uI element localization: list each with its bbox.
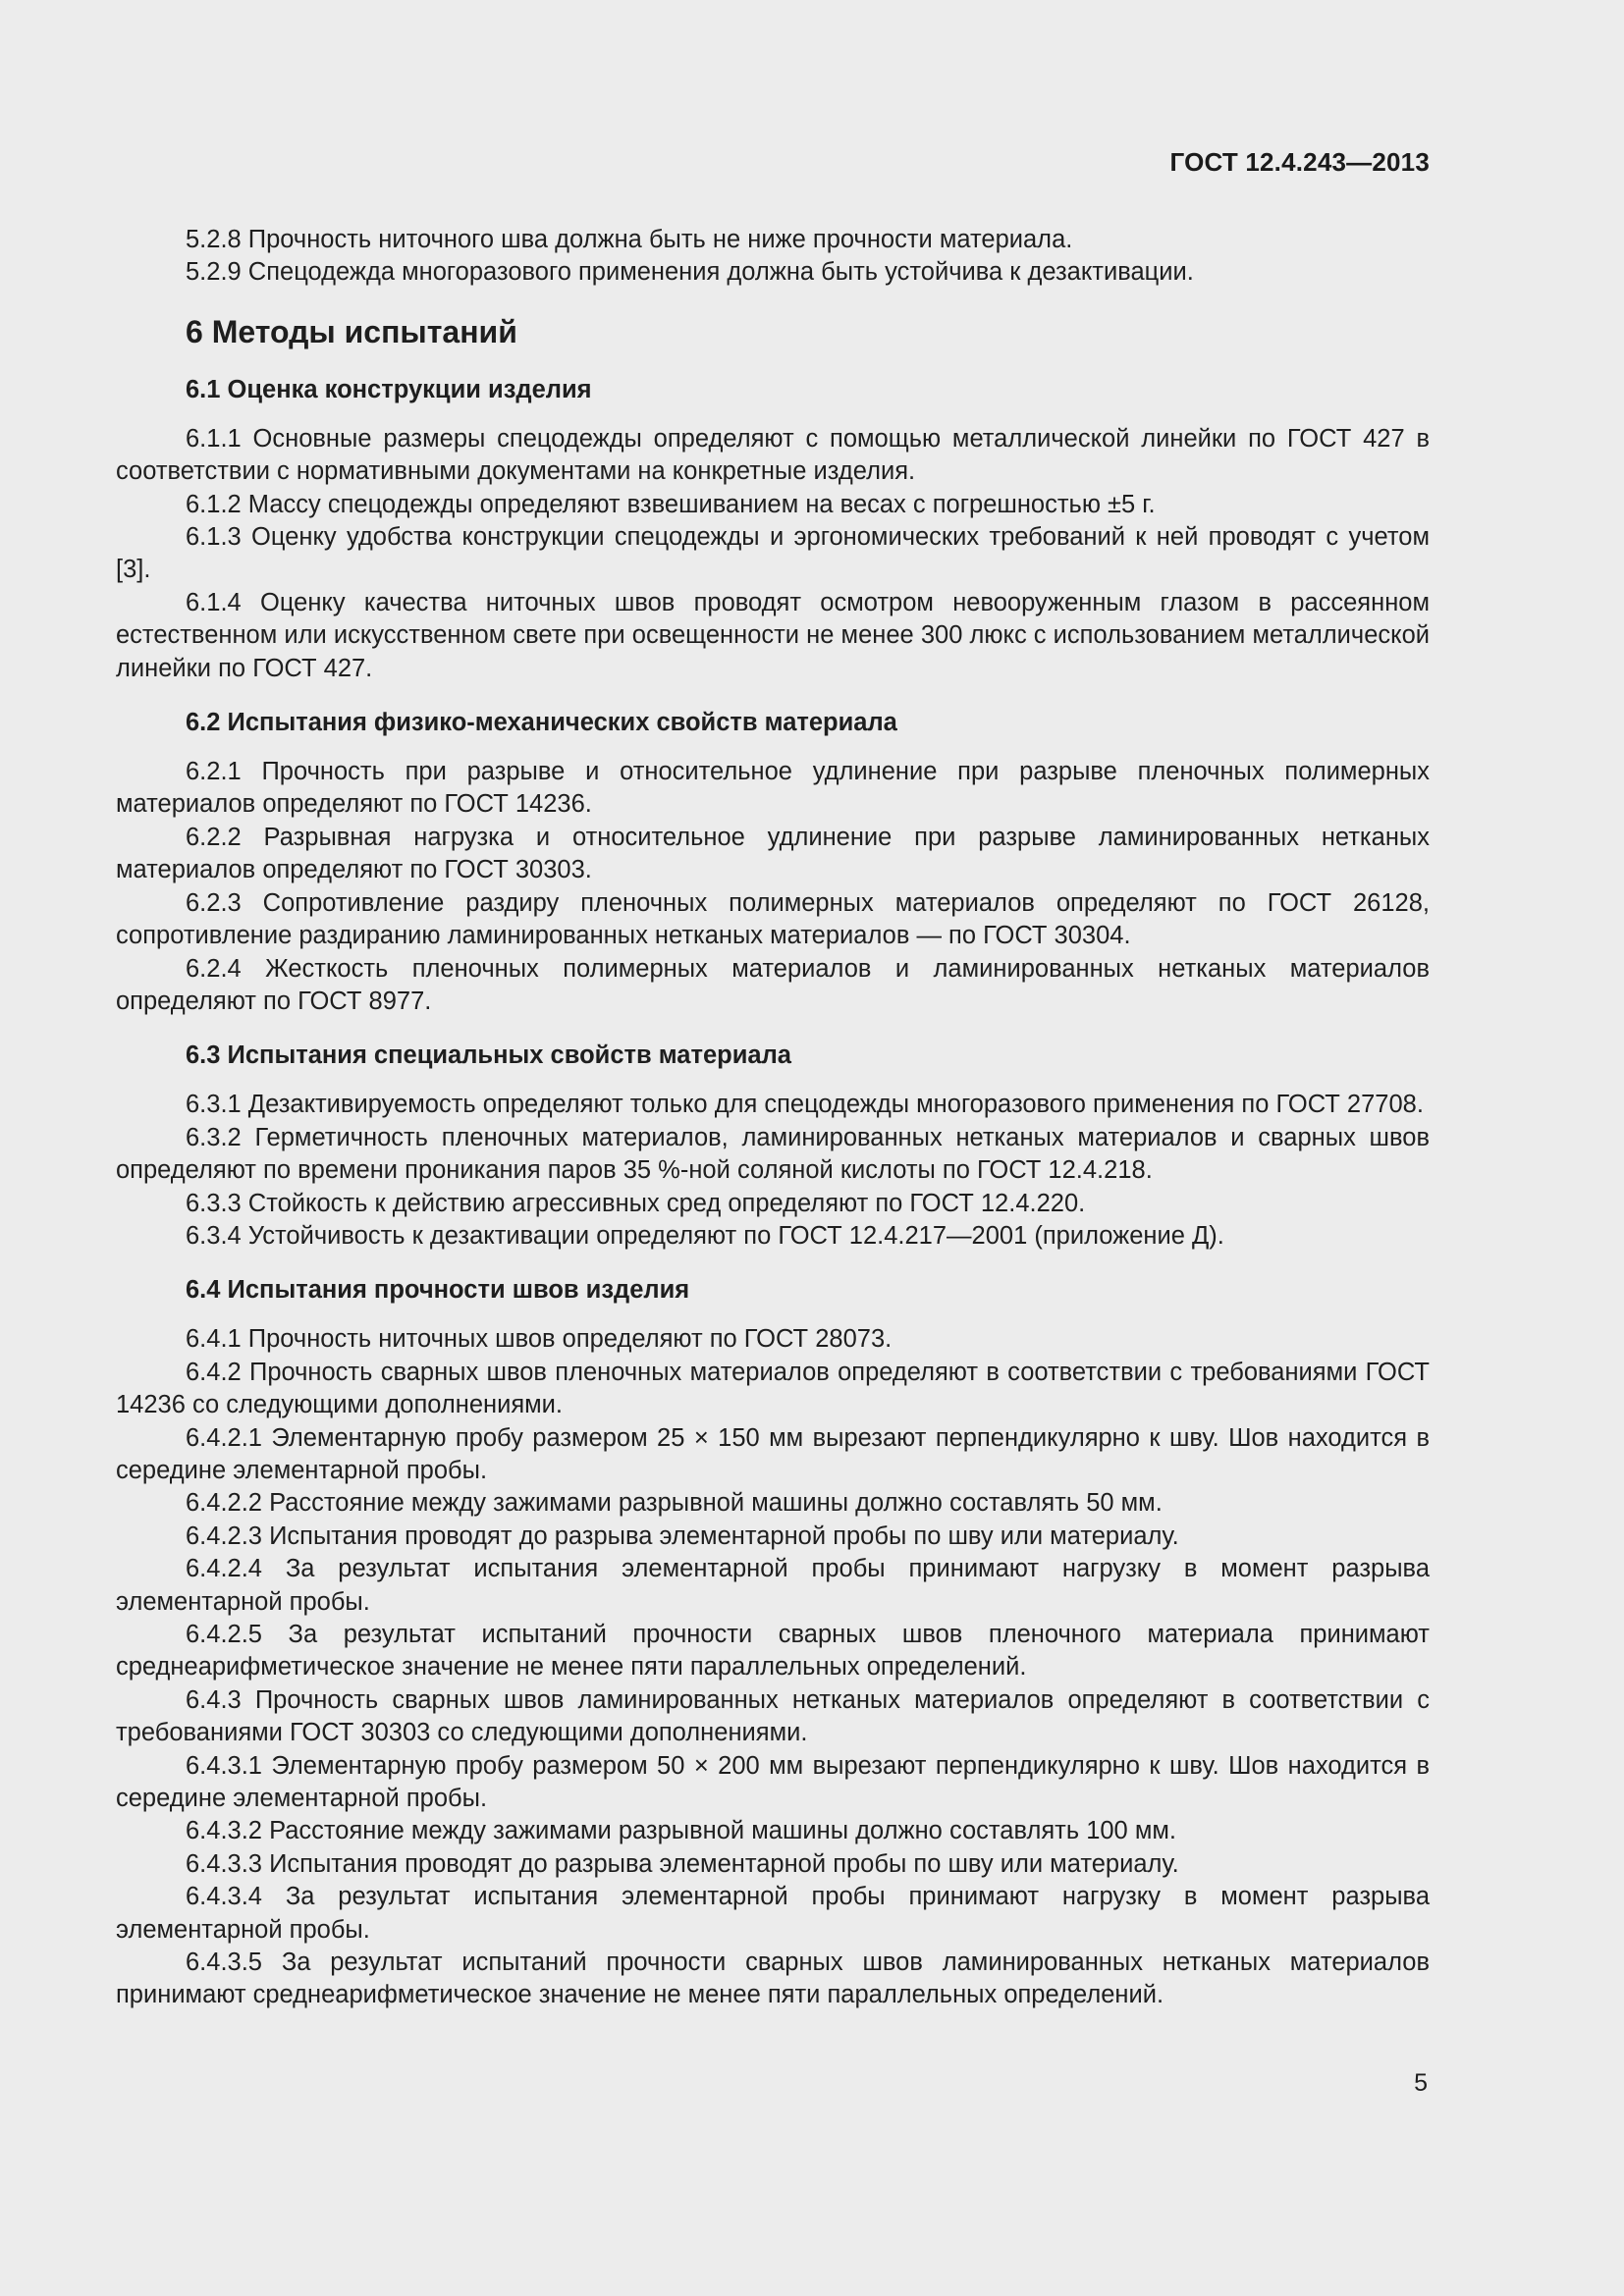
clause-6-1-2: 6.1.2 Массу спецодежды определяют взвешиванием на весах с погрешностью ±5 г. [186, 490, 1156, 518]
clause-6-3-2: 6.3.2 Герметичность пленочных материалов, ламинированных нетканых материалов и сварных швов определяют по времени проникания паров 35 %-ной соляной кислоты по ГОСТ 12.4.218. [116, 1123, 1430, 1185]
clause-6-3-1: 6.3.1 Дезактивируемость определяют только для спецодежды многоразового применения по ГОСТ 27708. [186, 1091, 1424, 1119]
subsection-6-1-title: 6.1 Оценка конструкции изделия [186, 375, 592, 403]
clause-6-2-4: 6.2.4 Жесткость пленочных полимерных материалов и ламинированных нетканых материалов определяют по ГОСТ 8977. [116, 954, 1430, 1015]
clause-6-4-3-4: 6.4.3.4 За результат испытания элементарной пробы принимают нагрузку в момент разрыва элементарной пробы. [116, 1883, 1430, 1944]
clause-6-4-3: 6.4.3 Прочность сварных швов ламинированных нетканых материалов определяют в соответствии с требованиями ГОСТ 30303 со следующими дополнениями. [116, 1685, 1430, 1747]
clause-6-4-3-3: 6.4.3.3 Испытания проводят до разрыва элементарной пробы по шву или материалу. [186, 1849, 1179, 1878]
clause-5-2-9: 5.2.9 Спецодежда многоразового применения должна быть устойчива к дезактивации. [186, 258, 1194, 287]
subsection-6-2-title: 6.2 Испытания физико-механических свойств материала [186, 709, 897, 737]
clause-6-1-4: 6.1.4 Оценку качества ниточных швов проводят осмотром невооруженным глазом в рассеянном естественном или искусственном свете при освещенности не менее 300 люкс с использованием металлической линейки по ГОСТ 427. [116, 588, 1430, 682]
document-code-header: ГОСТ 12.4.243—2013 [1169, 147, 1430, 177]
clause-6-4-2-1: 6.4.2.1 Элементарную пробу размером 25 × 150 мм вырезают перпендикулярно к шву. Шов находится в середине элементарной пробы. [116, 1423, 1430, 1484]
clause-6-3-4: 6.3.4 Устойчивость к дезактивации определяют по ГОСТ 12.4.217—2001 (приложение Д). [186, 1221, 1224, 1250]
clause-6-2-2: 6.2.2 Разрывная нагрузка и относительное удлинение при разрыве ламинированных нетканых материалов определяют по ГОСТ 30303. [116, 823, 1430, 884]
clause-6-4-2-4: 6.4.2.4 За результат испытания элементарной пробы принимают нагрузку в момент разрыва элементарной пробы. [116, 1555, 1430, 1616]
clause-6-4-3-1: 6.4.3.1 Элементарную пробу размером 50 × 200 мм вырезают перпендикулярно к шву. Шов находится в середине элементарной пробы. [116, 1751, 1430, 1813]
section-6-title: 6 Методы испытаний [186, 313, 517, 349]
clause-6-4-3-5: 6.4.3.5 За результат испытаний прочности сварных швов ламинированных нетканых материалов принимают среднеарифметическое значение не менее пяти параллельных определений. [116, 1949, 1430, 2009]
clause-6-4-2-5: 6.4.2.5 За результат испытаний прочности сварных швов пленочного материала принимают среднеарифметическое значение не менее пяти параллельных определений. [116, 1621, 1430, 1682]
clause-6-3-3: 6.3.3 Стойкость к действию агрессивных сред определяют по ГОСТ 12.4.220. [186, 1189, 1086, 1217]
clause-6-1-3: 6.1.3 Оценку удобства конструкции спецодежды и эргономических требований к ней проводят с учетом [3]. [116, 523, 1430, 584]
clause-6-4-3-2: 6.4.3.2 Расстояние между зажимами разрывной машины должно составлять 100 мм. [186, 1817, 1176, 1845]
subsection-6-4-title: 6.4 Испытания прочности швов изделия [186, 1276, 690, 1305]
page-number: 5 [1414, 2069, 1428, 2097]
clause-6-4-2-3: 6.4.2.3 Испытания проводят до разрыва элементарной пробы по шву или материалу. [186, 1522, 1179, 1550]
clause-6-4-2-2: 6.4.2.2 Расстояние между зажимами разрывной машины должно составлять 50 мм. [186, 1489, 1163, 1518]
clause-5-2-8: 5.2.8 Прочность ниточного шва должна быть не ниже прочности материала. [186, 226, 1073, 253]
document-body [116, 224, 1430, 2012]
clause-6-4-2: 6.4.2 Прочность сварных швов пленочных материалов определяют в соответствии с требованиями ГОСТ 14236 со следующими дополнениями. [116, 1358, 1430, 1419]
clause-6-2-1: 6.2.1 Прочность при разрыве и относительное удлинение при разрыве пленочных полимерных материалов определяют по ГОСТ 14236. [116, 758, 1430, 819]
clause-6-2-3: 6.2.3 Сопротивление раздиру пленочных полимерных материалов определяют по ГОСТ 26128, сопротивление раздиранию ламинированных нетканых материалов — по ГОСТ 30304. [116, 888, 1430, 950]
clause-6-4-1: 6.4.1 Прочность ниточных швов определяют по ГОСТ 28073. [186, 1325, 893, 1354]
subsection-6-3-title: 6.3 Испытания специальных свойств материала [186, 1041, 791, 1070]
clause-6-1-1: 6.1.1 Основные размеры спецодежды определяют с помощью металлической линейки по ГОСТ 427 в соответствии с нормативными документами на конкретные изделия. [116, 424, 1430, 486]
